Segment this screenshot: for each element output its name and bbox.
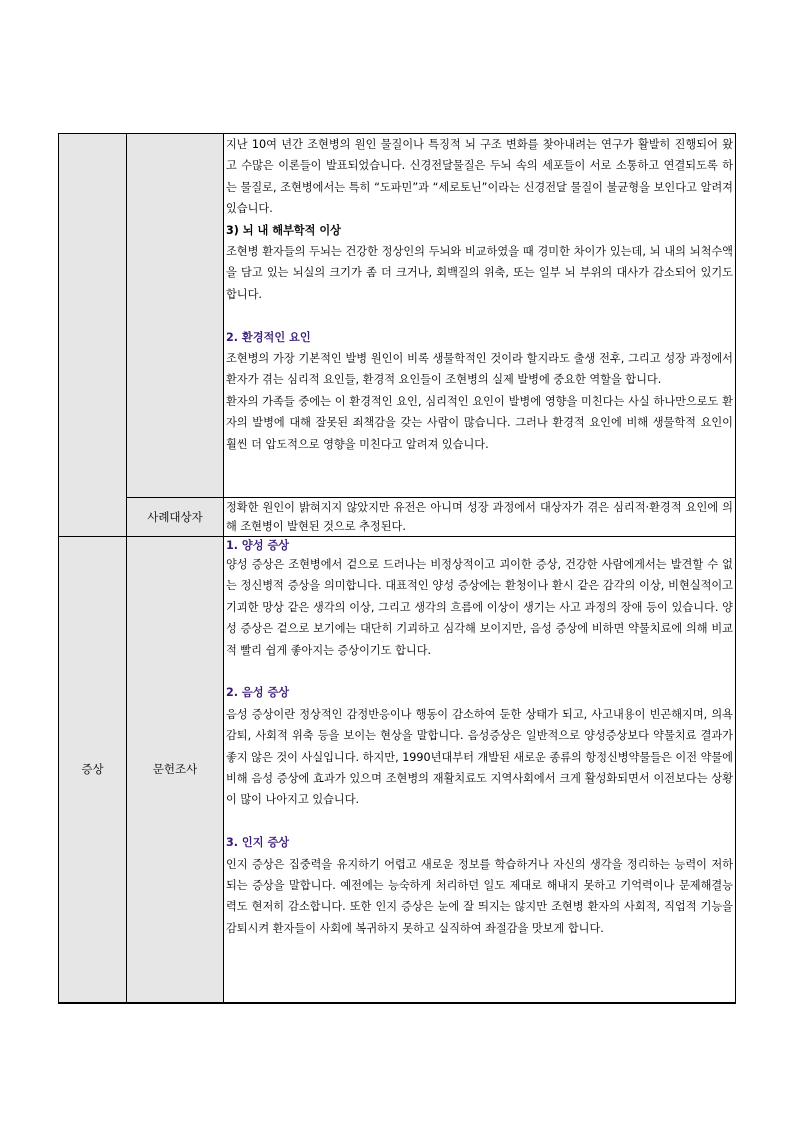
paragraph: 조현병의 가장 기본적인 발병 원인이 비록 생물학적인 것이라 할지라도 출생 전후, 그리고 성장 과정에서 환자가 겪는 심리적 요인들, 환경적 요인들이 조현병의 실제 발병에 중요한 역할을 합니다.: [226, 352, 733, 387]
paragraph: 지난 10여 년간 조현병의 원인 물질이나 특징적 뇌 구조 변화를 찾아내려는 연구가 활발히 진행되어 왔고 수많은 이론들이 발표되었습니다. 신경전달물질은 두뇌 속의 세포들이 서로 소통하고 연결되도록 하는 물질로, 조현병에서는 특히 “도파민”과 “세로토닌”이라는 신경전달 물질이 불균형을 보인다고 알려져 있습니다.: [226, 138, 733, 216]
section-heading: 1. 양성 증상: [226, 539, 290, 552]
content-cell: [224, 134, 736, 498]
paragraph: 정확한 원인이 밝혀지지 않았지만 유전은 아니며 성장 과정에서 대상자가 겪은 심리적·환경적 요인에 의해 조현병이 발현된 것으로 추정된다.: [226, 501, 733, 533]
section-heading: 3. 인지 증상: [226, 836, 290, 850]
paragraph: 환자의 가족들 중에는 이 환경적인 요인, 심리적인 요인이 발병에 영향을 미친다는 사실 하나만으로도 환자의 발병에 대해 잘못된 죄책감을 갖는 사람이 많습니다. 그러나 환경적 요인에 비해 생물학적 요인이 훨씬 더 압도적으로 영향을 미친다고 알려져 있습니다.: [226, 394, 733, 451]
document-table: [58, 133, 736, 1004]
table-row: [59, 537, 736, 1003]
subheading: 3) 뇌 내 해부학적 이상: [226, 223, 341, 237]
section-heading: 2. 음성 증상: [226, 686, 290, 700]
table-row: [59, 134, 736, 498]
row-label: 문헌조사: [127, 537, 224, 1003]
content-cell: [224, 498, 736, 537]
paragraph: 양성 증상은 조현병에서 겉으로 드러나는 비정상적이고 괴이한 증상, 건강한 사람에게서는 발견할 수 없는 정신병적 증상을 의미합니다. 대표적인 양성 증상에는 환청이나 환시 같은 감각의 이상, 비현실적이고 기괴한 망상 같은 생각의 이상, 그리고 생각의 흐름에 이상이 생기는 사고 과정의 장애 등이 있습니다. 양성 증상은 겉으로 보기에는 대단히 기괴하고 심각해 보이지만, 음성 증상에 비하면 약물치료에 의해 비교적 빨리 쉽게 좋아지는 증상이기도 합니다.: [226, 558, 733, 657]
row-label: 사례대상자: [127, 498, 224, 537]
label-cell-empty: [127, 134, 224, 498]
table-row: [59, 498, 736, 537]
paragraph: 인지 증상은 집중력을 유지하기 어렵고 새로운 정보를 학습하거나 자신의 생각을 정리하는 능력이 저하되는 증상을 말합니다. 예전에는 능숙하게 처리하던 일도 제대로 해내지 못하고 기억력이나 문제해결능력도 현저히 감소합니다. 또한 인지 증상은 눈에 잘 띄지는 않지만 조현병 환자의 사회적, 직업적 기능을 감퇴시켜 환자들이 사회에 복귀하지 못하고 실직하여 좌절감을 맛보게 합니다.: [226, 857, 733, 935]
paragraph: 조현병 환자들의 두뇌는 건강한 정상인의 두뇌와 비교하였을 때 경미한 차이가 있는데, 뇌 내의 뇌척수액을 담고 있는 뇌실의 크기가 좀 더 크거나, 회백질의 위축, 또는 일부 뇌 부위의 대사가 감소되어 있기도 합니다.: [226, 245, 733, 301]
category-cell-empty: [59, 134, 127, 537]
category-label: 증상: [59, 537, 127, 1003]
paragraph: 음성 증상이란 정상적인 감정반응이나 행동이 감소하여 둔한 상태가 되고, 사고내용이 빈곤해지며, 의욕 감퇴, 사회적 위축 등을 보이는 현상을 말합니다. 음성증상은 일반적으로 양성증상보다 약물치료 결과가 좋지 않은 것이 사실입니다. 하지만, 1990년대부터 개발된 새로운 종류의 항정신병약물들은 이전 약물에 비해 음성 증상에 효과가 있으며 조현병의 재활치료도 지역사회에서 크게 활성화되면서 이전보다는 상황이 많이 나아지고 있습니다.: [226, 707, 733, 807]
content-cell: [224, 537, 736, 1003]
section-heading: 2. 환경적인 요인: [226, 330, 311, 344]
